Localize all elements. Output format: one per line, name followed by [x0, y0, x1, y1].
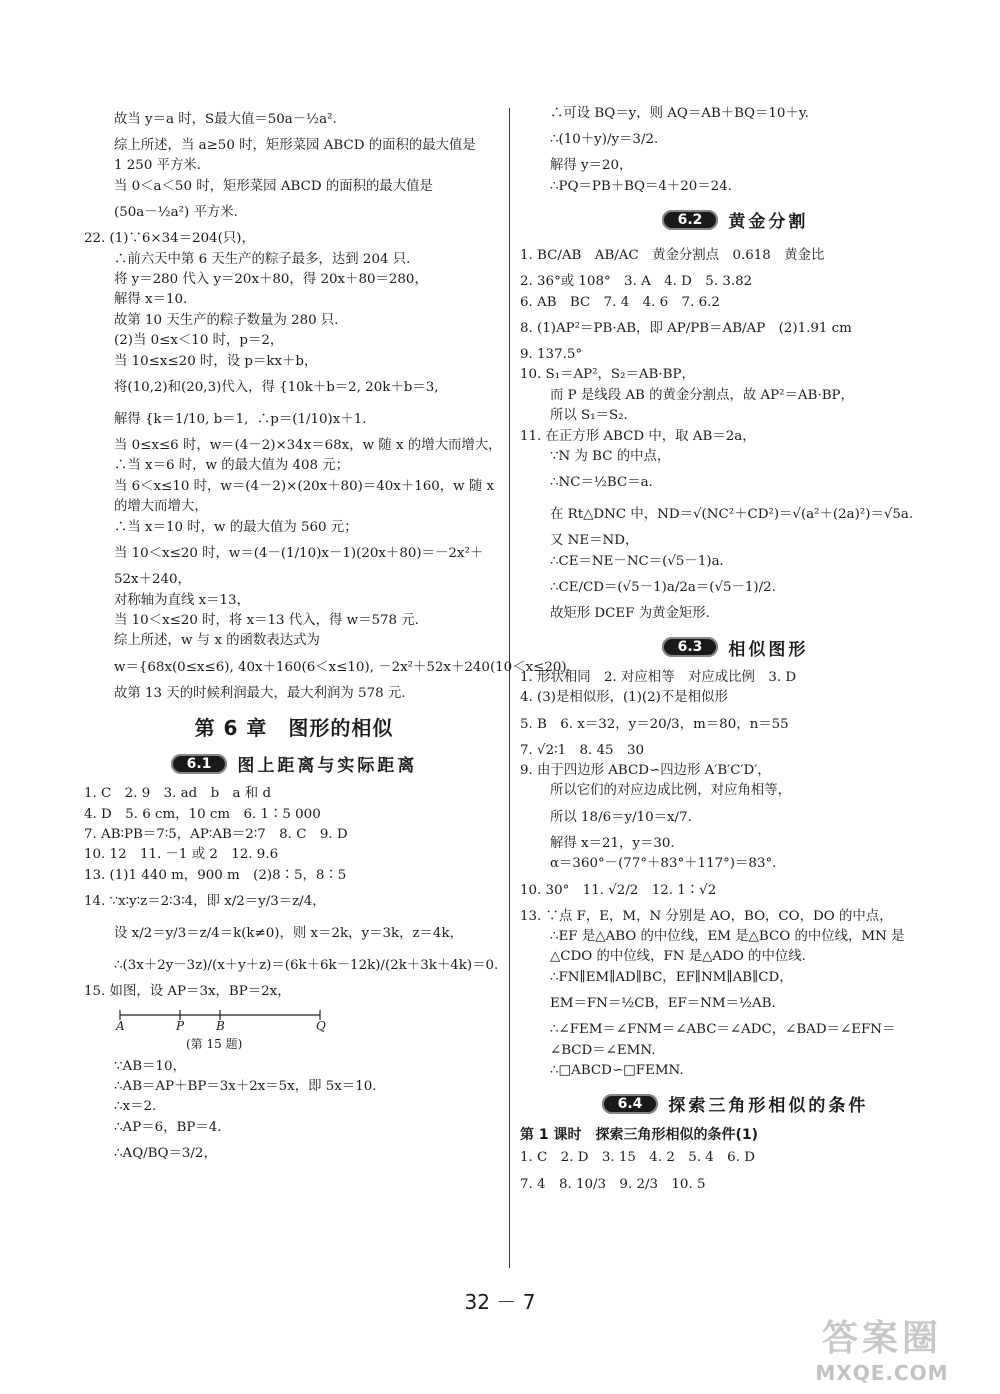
section-badge: 6.2: [662, 210, 719, 230]
section-header-6-3: [520, 635, 950, 660]
text-line: 当 10＜x≤20 时，w＝(4－(1/10)x－1)(20x＋80)＝－2x²＋: [114, 546, 484, 562]
section-title: 相似图形: [728, 639, 809, 660]
watermark-sub: MXQE.COM: [815, 1361, 949, 1385]
point-label-a: A: [116, 1018, 125, 1033]
text-line: ∴NC＝½BC＝a.: [550, 475, 653, 491]
text-line: 10. S₁＝AP²，S₂＝AB·BP，: [520, 367, 695, 383]
text-line: 当 0＜a＜50 时，矩形菜园 ABCD 的面积的最大值是: [114, 178, 433, 194]
text-line: ∴AQ/BQ＝3/2，: [114, 1146, 217, 1162]
text-line: 综上所述，当 a≥50 时，矩形菜园 ABCD 的面积的最大值是: [114, 138, 476, 153]
point-label-b: B: [216, 1018, 225, 1033]
text-line: 1. 形状相同 2. 对应相等 对应成比例 3. D: [520, 669, 797, 685]
text-line: 2. 36°或 108° 3. A 4. D 5. 3.82: [520, 274, 753, 290]
text-line: 故矩形 DCEF 为黄金矩形.: [550, 606, 710, 622]
lesson-title: 第 1 课时 探索三角形相似的条件(1): [520, 1127, 759, 1144]
figure-caption: (第 15 题): [186, 1036, 243, 1051]
text-line: 故第 13 天的时候利润最大，最大利润为 578 元.: [114, 685, 406, 701]
text-line: ∴前六天中第 6 天生产的粽子最多，达到 204 只.: [114, 251, 411, 267]
text-line: ∴AB＝AP＋BP＝3x＋2x＝5x，即 5x＝10.: [114, 1078, 377, 1094]
text-line: 而 P 是线段 AB 的黄金分割点，故 AP²＝AB·BP，: [550, 387, 854, 403]
text-line: 7. AB∶PB＝7∶5，AP∶AB＝2∶7 8. C 9. D: [84, 826, 348, 842]
right-top-block: [520, 104, 950, 197]
text-line: 6. AB BC 7. 4 4. 6 7. 6.2: [520, 294, 720, 310]
text-line: 解得 y＝20，: [550, 158, 633, 174]
text-line: 故第 10 天生产的粽子数量为 280 只.: [114, 312, 339, 328]
text-line: 15. 如图，设 AP＝3x，BP＝2x，: [84, 984, 291, 1000]
text-line: 当 0≤x≤6 时，w＝(4－2)×34x＝68x，w 随 x 的增大而增大，: [114, 438, 502, 454]
text-line: 当 10≤x≤20 时，设 p＝kx＋b，: [114, 353, 318, 369]
text-line: △CDO 的中位线，FN 是△ADO 的中位线.: [550, 949, 806, 965]
point-label-p: P: [176, 1018, 185, 1033]
point-label-q: Q: [316, 1018, 326, 1033]
text-line: ∴AP＝6，BP＝4.: [114, 1119, 222, 1135]
text-line: ∵N 为 BC 的中点，: [550, 449, 671, 465]
text-line: 的增大而增大，: [114, 499, 208, 515]
watermark-logo: [782, 1310, 982, 1386]
text-line: 在 Rt△DNC 中，ND＝√(NC²＋CD²)＝√(a²＋(2a)²)＝√5a.: [550, 507, 914, 523]
text-line: 所以 18/6＝y/10＝x/7.: [550, 809, 692, 825]
text-line: 7. √2∶1 8. 45 30: [520, 742, 644, 758]
text-line: 对称轴为直线 x＝13，: [114, 592, 250, 608]
right-column: [520, 104, 950, 1201]
text-line: ∴CE＝NE－NC＝(√5－1)a.: [550, 553, 724, 569]
section-6-2-answers: [520, 240, 950, 624]
watermark-main: 答案圈: [821, 1318, 942, 1359]
text-line: 13. ∵点 F，E，M，N 分别是 AO，BO，CO，DO 的中点，: [520, 908, 893, 924]
section-6-1-answers: [84, 784, 504, 1002]
text-line: 4. (3)是相似形，(1)(2)不是相似形: [520, 690, 728, 706]
text-line: 52x＋240，: [114, 572, 191, 588]
chapter-title: 第 6 章 图形的相似: [194, 716, 394, 741]
text-line: 解得 x＝21，y＝30.: [550, 835, 675, 851]
text-line: 解得 x＝10.: [114, 292, 188, 308]
text-line: 所以它们的对应边成比例，对应角相等，: [550, 783, 792, 799]
section-header-6-1: [84, 751, 504, 776]
text-line: 综上所述，w 与 x 的函数表达式为: [114, 633, 320, 649]
column-divider: [509, 108, 510, 1268]
text-line: ∴(3x＋2y－3z)/(x＋y＋z)＝(6k＋6k－12k)/(2k＋3k＋4k)＝0.: [114, 958, 499, 974]
text-line: 11. 在正方形 ABCD 中，取 AB＝2a，: [520, 428, 756, 444]
text-line: 9. 137.5°: [520, 347, 583, 363]
text-line: 7. 4 8. 10/3 9. 2/3 10. 5: [520, 1176, 706, 1192]
section-header-6-4: [520, 1091, 950, 1116]
text-line: 8. (1)AP²＝PB·AB，即 AP/PB＝AB/AP (2)1.91 cm: [520, 321, 852, 337]
text-line: 10. 30° 11. √2/2 12. 1∶√2: [520, 882, 717, 898]
text-line: (50a－½a²) 平方米.: [114, 205, 238, 221]
text-line: ∴x＝2.: [114, 1099, 157, 1115]
text-line: 4. D 5. 6 cm，10 cm 6. 1∶5 000: [84, 806, 321, 822]
page-number: 32 － 7: [464, 1290, 536, 1314]
text-line: ∴PQ＝PB＋BQ＝4＋20＝24.: [550, 178, 732, 194]
text-line: ∴可设 BQ＝y，则 AQ＝AB＋BQ＝10＋y.: [550, 106, 809, 121]
text-line: w＝{68x(0≤x≤6), 40x＋160(6＜x≤10), －2x²＋52x＋240(10＜x≤20).: [114, 659, 571, 675]
text-line: 将 y＝280 代入 y＝20x＋80，得 20x＋80＝280，: [114, 272, 428, 288]
text-line: 1. C 2. 9 3. ad b a 和 d: [84, 786, 272, 802]
text-line: 9. 由于四边形 ABCD∽四边形 A′B′C′D′，: [520, 762, 771, 778]
section-6-4-answers: [520, 1148, 950, 1200]
text-line: 当 10＜x≤20 时，将 x＝13 代入，得 w＝578 元.: [114, 612, 419, 628]
section-title: 图上距离与实际距离: [237, 756, 418, 777]
text-line: 当 6＜x≤10 时，w＝(4－2)×(20x＋80)＝40x＋160，w 随 x: [114, 478, 495, 494]
text-line: 所以 S₁＝S₂.: [550, 408, 628, 424]
section-title: 黄金分割: [728, 212, 809, 233]
text-line: 1 250 平方米.: [114, 158, 202, 174]
left-top-block: [84, 104, 504, 229]
text-line: ∴(10＋y)/y＝3/2.: [550, 132, 659, 148]
text-line: 解得 {k＝1/10, b＝1, ∴p＝(1/10)x＋1.: [114, 412, 367, 428]
text-line: 1. C 2. D 3. 15 4. 2 5. 4 6. D: [520, 1150, 755, 1166]
text-line: 5. B 6. x＝32，y＝20/3，m＝80，n＝55: [520, 716, 789, 732]
text-line: ∴当 x＝6 时，w 的最大值为 408 元；: [114, 458, 350, 474]
question-15-solution: [84, 1057, 504, 1171]
section-title: 探索三角形相似的条件: [668, 1096, 869, 1117]
text-line: α＝360°－(77°＋83°＋117°)＝83°.: [550, 856, 777, 872]
text-line: 14. ∵x∶y∶z＝2∶3∶4，即 x/2＝y/3＝z/4，: [84, 894, 326, 910]
text-line: 又 NE＝ND，: [550, 533, 639, 549]
text-line: 将(10,2)和(20,3)代入，得 {10k＋b＝2, 20k＋b＝3,: [114, 380, 439, 396]
text-line: 10. 12 11. －1 或 2 12. 9.6: [84, 847, 279, 863]
section-badge: 6.3: [662, 637, 719, 657]
text-line: 故当 y＝a 时，S最大值＝50a－½a².: [114, 112, 337, 127]
section-header-6-2: [520, 207, 950, 232]
text-line: 1. BC/AB AB/AC 黄金分割点 0.618 黄金比: [520, 248, 825, 264]
segment-figure: [114, 1005, 504, 1055]
text-line: ∵AB＝10，: [114, 1058, 186, 1074]
text-line: ∴∠FEM＝∠FNM＝∠ABC＝∠ADC，∠BAD＝∠EFN＝: [550, 1022, 896, 1038]
text-line: 设 x/2＝y/3＝z/4＝k(k≠0)，则 x＝2k，y＝3k，z＝4k，: [114, 926, 463, 942]
section-badge: 6.4: [602, 1094, 659, 1114]
text-line: 13. (1)1 440 m，900 m (2)8∶5，8∶5: [84, 867, 347, 883]
text-line: (2)当 0≤x＜10 时，p＝2，: [114, 333, 284, 349]
text-line: ∴FN∥EM∥AD∥BC，EF∥NM∥AB∥CD，: [550, 969, 793, 985]
section-badge: 6.1: [171, 754, 228, 774]
section-6-3-answers: [520, 668, 950, 1082]
text-line: ∴EF 是△ABO 的中位线，EM 是△BCO 的中位线，MN 是: [550, 928, 905, 944]
text-line: ∴当 x＝10 时，w 的最大值为 560 元；: [114, 519, 358, 535]
text-line: 22. (1)∵6×34＝204(只)，: [84, 231, 255, 247]
text-line: ∠BCD＝∠EMN.: [550, 1042, 656, 1058]
text-line: EM＝FN＝½CB，EF＝NM＝½AB.: [550, 996, 776, 1012]
text-line: ∴□ABCD∽□FEMN.: [550, 1062, 684, 1078]
text-line: ∴CE/CD＝(√5－1)a/2a＝(√5－1)/2.: [550, 580, 776, 596]
